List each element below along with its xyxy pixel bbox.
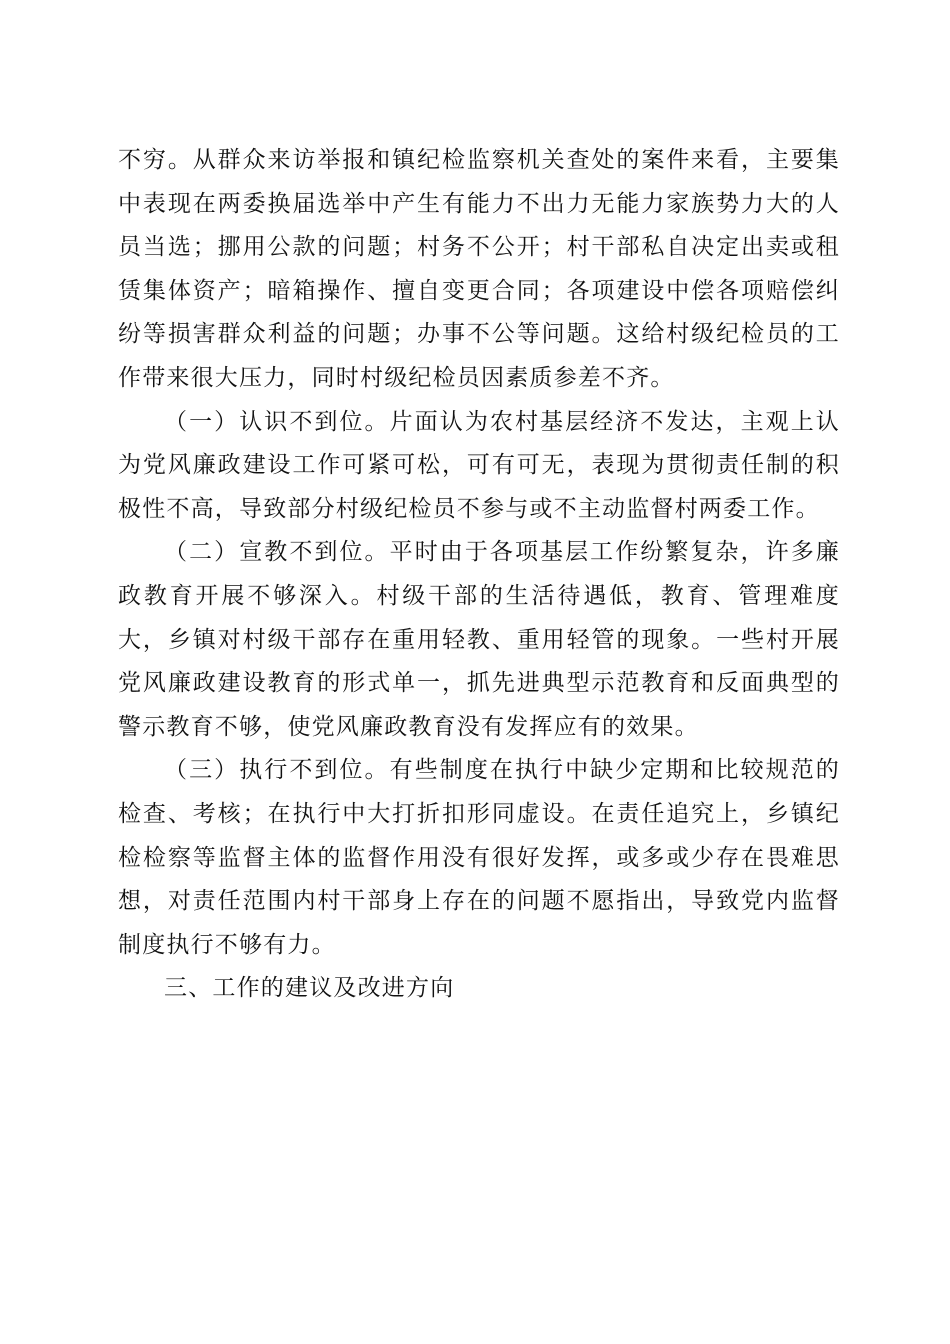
- paragraph-text: 平时由于各项基层工作纷繁复杂，许多廉政教育开展不够深入。村级干部的生活待遇低，教育、管理难度大，乡镇对村级干部存在重用轻教、重用轻管的现象。一些村开展党风廉政建设教育的形式单一，抓先进典型示范教育和反面典型的警示教育不够，使党风廉政教育没有发挥应有的效果。: [118, 539, 840, 740]
- paragraph-lead: （三）执行不到位。: [164, 757, 390, 784]
- paragraph-lead: （一）认识不到位。: [164, 408, 390, 435]
- paragraph-education: [118, 531, 840, 749]
- paragraph-awareness: [118, 401, 840, 532]
- paragraph-execution: [118, 749, 840, 967]
- paragraph-text: 不穷。从群众来访举报和镇纪检监察机关查处的案件来看，主要集中表现在两委换届选举中产生有能力不出力无能力家族势力大的人员当选；挪用公款的问题；村务不公开；村干部私自决定出卖或租赁集体资产；暗箱操作、擅自变更合同；各项建设中偿各项赔偿纠纷等损害群众利益的问题；办事不公等问题。这给村级纪检员的工作带来很大压力，同时村级纪检员因素质参差不齐。: [118, 147, 840, 391]
- section-heading: 三、工作的建议及改进方向: [164, 975, 455, 1002]
- paragraph-case-summary: [118, 139, 840, 401]
- paragraph-text: 有些制度在执行中缺少定期和比较规范的检查、考核；在执行中大打折扣形同虚设。在责任追究上，乡镇纪检检察等监督主体的监督作用没有很好发挥，或多或少存在畏难思想，对责任范围内村干部身上存在的问题不愿指出，导致党内监督制度执行不够有力。: [118, 757, 840, 958]
- document-body: [118, 139, 840, 1011]
- paragraph-text: 片面认为农村基层经济不发达，主观上认为党风廉政建设工作可紧可松，可有可无，表现为贯彻责任制的积极性不高，导致部分村级纪检员不参与或不主动监督村两委工作。: [118, 408, 840, 522]
- paragraph-lead: （二）宣教不到位。: [164, 539, 390, 566]
